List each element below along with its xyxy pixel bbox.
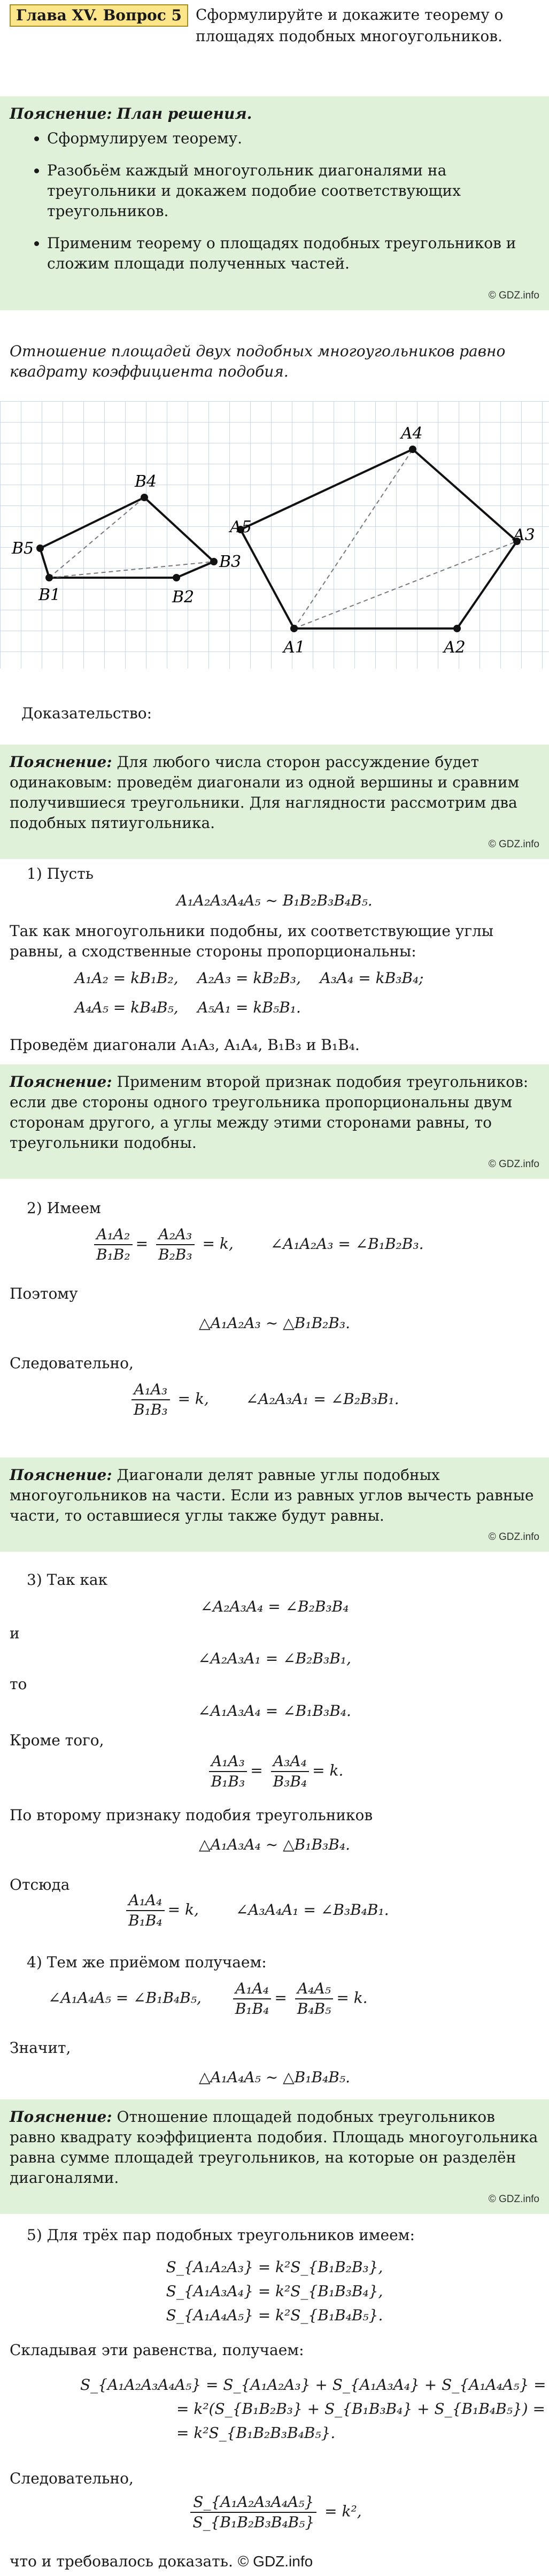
frac-num: A₃A₄: [271, 1752, 310, 1772]
step4-tri: △A₁A₄A₅ ~ △B₁B₄B₅.: [199, 2068, 350, 2086]
label-b4: B4: [135, 472, 157, 491]
frac-den: S_{B₁B₂B₃B₄B₅}: [192, 2513, 315, 2531]
large-pentagon: [241, 449, 517, 628]
label-b2: B2: [172, 588, 195, 607]
ratio-tail: = k,: [177, 1390, 209, 1408]
step3-a2: ∠A₂A₃A₁ = ∠B₂B₃B₁,: [198, 1650, 351, 1667]
step4-intro: 4) Тем же приёмом получаем:: [27, 1953, 267, 1971]
frac-den: B₁B₃: [211, 1773, 245, 1790]
label-a5: A5: [230, 518, 252, 536]
chapter-badge: Глава XV. Вопрос 5: [10, 4, 188, 27]
step2-tri: △A₁A₂A₃ ~ △B₁B₂B₃.: [199, 1314, 350, 1332]
step2-intro: 2) Имеем: [27, 1199, 101, 1217]
note-text: Применим второй признак подобия треугольников: если две стороны одного треугольника пропорциональны двум сторонам другого, а углы между этими сторонами равны, то треугольники подобны.: [10, 1073, 529, 1152]
frac-den: B₂B₃: [158, 1246, 192, 1263]
frac-num: A₄A₅: [295, 1979, 334, 1999]
step1-diagonals: Проведём диагонали A₁A₃, A₁A₄, B₁B₃ и B₁B₄.: [10, 1036, 360, 1054]
source-mark: © GDZ.info: [488, 1159, 539, 1170]
step5-s2: S_{A₁A₃A₄} = k²S_{B₁B₃B₄},: [166, 2282, 383, 2300]
diagonal-b1b3: [49, 562, 214, 578]
frac-den: B₁B₂: [96, 1246, 130, 1263]
step3-tri: △A₁A₃A₄ ~ △B₁B₃B₄.: [199, 1836, 350, 1853]
frac-num: S_{A₁A₂A₃A₄A₅}: [190, 2493, 316, 2513]
step1-text: Так как многоугольники подобны, их соответствующие углы равны, а сходственные стороны пропорциональны:: [10, 922, 494, 960]
note-text: Диагонали делят равные углы подобных многоугольников на части. Если из равных углов вычесть равные части, то оставшиеся углы также будут равны.: [10, 1466, 534, 1524]
frac-den: B₁B₄: [235, 2000, 269, 2018]
source-mark: © GDZ.info: [488, 290, 539, 301]
polygon-figure: [0, 401, 549, 669]
conclusion-line: [10, 2551, 313, 2572]
label-b3: B3: [219, 553, 242, 571]
note-text: Для любого числа сторон рассуждение будет одинаковым: проведём диагонали из одной вершины и сравним получившиеся треугольники. Для наглядности рассмотрим два подобных пятиугольника.: [10, 753, 520, 832]
label-b1: B1: [38, 586, 61, 604]
step5-final: [0, 2493, 549, 2532]
besides-text: Кроме того,: [10, 1731, 104, 1749]
angle-eq: ∠A₂A₃A₁ = ∠B₂B₃B₁.: [245, 1390, 399, 1408]
consequently-text: Следовательно,: [10, 1354, 134, 1372]
frac-num: A₁A₂: [94, 1225, 133, 1245]
step3-ratio2: $\frac{\text{A₁A₄}}{\text{B₁B₄}}$ = k, ∠A₃A₄A₁ = ∠B₃B₄B₁.: [123, 1891, 389, 1930]
step3-a1: ∠A₂A₃A₄ = ∠B₂B₃B₄: [200, 1598, 349, 1615]
frac-num: A₂A₃: [156, 1225, 195, 1245]
frac-den: B₁B₄: [128, 1912, 163, 1929]
step5-sum3: = k²S_{B₁B₂B₃B₄B₅}.: [176, 2424, 336, 2442]
step4-row: ∠A₁A₄A₅ = ∠B₁B₄B₅, $\frac{\text{A₁A₄}}{\text{B₁B₄}}$ = $\frac{\text{A₄A₅}}{\text{B₄B₅}}$ = k.: [48, 1980, 368, 2018]
list-item: • Разобьём каждый многоугольник диагоналями на треугольники и докажем подобие соответствующих треугольников.: [47, 160, 539, 221]
note-1: [0, 745, 549, 859]
step1-formula: [0, 891, 549, 911]
step1-eq-row2: A₄A₅ = kB₄B₅, A₅A₁ = kB₅B₁.: [75, 999, 301, 1016]
label-a4: A4: [401, 424, 423, 443]
step3-intro: 3) Так как: [27, 1571, 108, 1589]
frac-num: A₁A₄: [233, 1979, 272, 1999]
step5-intro: 5) Для трёх пар подобных треугольников имеем:: [27, 2226, 415, 2244]
note-label: Пояснение:: [10, 753, 112, 771]
adding-text: Складывая эти равенства, получаем:: [10, 2341, 304, 2359]
label-b5: B5: [12, 539, 34, 558]
vertex-dots: [36, 446, 521, 632]
question-header: [0, 2, 549, 47]
note-2: [0, 1064, 549, 1179]
step5-s1: S_{A₁A₂A₃} = k²S_{B₁B₂B₃},: [166, 2258, 383, 2276]
step5-sum1: S_{A₁A₂A₃A₄A₅} = S_{A₁A₂A₃} + S_{A₁A₃A₄} + S_{A₁A₄A₅} =: [80, 2376, 546, 2394]
source-mark: © GDZ.info: [488, 1531, 539, 1543]
note-3: [0, 1458, 549, 1552]
label-a1: A1: [283, 638, 305, 657]
step2-ratio2: [128, 1380, 399, 1420]
step1-formula-text: A₁A₂A₃A₄A₅ ~ B₁B₂B₃B₄B₅.: [176, 892, 373, 909]
conclusion-text: что и требовалось доказать.: [10, 2552, 233, 2570]
question-text: Сформулируйте и докажите теорему о площадях подобных многоугольников.: [195, 6, 504, 45]
and-text: и: [10, 1624, 20, 1642]
note-label: Пояснение:: [10, 105, 112, 122]
note-text: Отношение площадей подобных треугольников равно квадрату коэффициента подобия. Площадь многоугольника равна сумме площадей треугольников, на которые он разделён диагоналями.: [10, 2108, 538, 2187]
angle-eq: ∠A₃A₄A₁ = ∠B₃B₄B₁.: [235, 1900, 389, 1919]
ratio-tail: = k,: [202, 1235, 234, 1253]
frac-den: B₃B₄: [273, 1773, 307, 1790]
step5-sum2: = k²(S_{B₁B₂B₃} + S_{B₁B₃B₄} + S_{B₁B₄B₅}) =: [176, 2400, 545, 2418]
source-mark: © GDZ.info: [237, 2553, 313, 2570]
plan-note: [0, 96, 549, 310]
step1-eq-row1: A₁A₂ = kB₁B₂, A₂A₃ = kB₂B₃, A₃A₄ = kB₃B₄;: [75, 969, 424, 987]
proof-title: Доказательство:: [21, 704, 152, 722]
source-mark: © GDZ.info: [488, 2194, 539, 2205]
frac-num: A₁A₃: [132, 1380, 170, 1400]
frac-den: B₄B₅: [297, 2000, 331, 2018]
small-pentagon: [40, 497, 214, 578]
note-label: Пояснение:: [10, 2108, 112, 2126]
figure-svg: [0, 401, 549, 669]
label-a3: A3: [513, 526, 535, 545]
means-text: Значит,: [10, 2039, 71, 2057]
final-tail: = k²,: [324, 2502, 362, 2520]
note-4: [0, 2099, 549, 2214]
label-a2: A2: [444, 638, 466, 657]
list-item: • Сформулируем теорему.: [47, 128, 539, 149]
hence-text: Отсюда: [10, 1876, 70, 1893]
frac-num: A₁A₃: [209, 1752, 248, 1772]
step5-s3: S_{A₁A₄A₅} = k²S_{B₁B₄B₅}.: [166, 2306, 383, 2324]
step2-ratio: $\frac{\text{A₁A₂}}{\text{B₁B₂}}$ = $\frac{\text{A₂A₃}}{\text{B₂B₃}}$ = k, ∠A₁A₂A₃ = ∠B₁B₂B₃.: [91, 1225, 423, 1264]
frac-num: A₁A₄: [126, 1891, 165, 1911]
step1-intro: 1) Пусть: [27, 865, 94, 883]
angle-eq: ∠A₁A₂A₃ = ∠B₁B₂B₃.: [270, 1235, 424, 1253]
note-label: Пояснение:: [10, 1073, 112, 1091]
consequently-text: Следовательно,: [10, 2470, 134, 2487]
list-item: • Применим теорему о площадях подобных треугольников и сложим площади полученных частей.: [47, 233, 539, 274]
plan-list: [10, 128, 539, 274]
source-mark: © GDZ.info: [488, 839, 539, 850]
then-text: то: [10, 1675, 27, 1693]
by-sign-text: По второму признаку подобия треугольников: [10, 1806, 373, 1824]
theorem-text: Отношение площадей двух подобных многоугольников равно квадрату коэффициента подобия.: [10, 342, 506, 380]
diagonal-a1a3: [294, 541, 517, 628]
angle-eq: ∠A₁A₄A₅ = ∠B₁B₄B₅,: [48, 1989, 202, 2007]
frac-den: B₁B₃: [134, 1401, 168, 1419]
note-title: План решения.: [117, 105, 252, 122]
note-label: Пояснение:: [10, 1466, 112, 1484]
therefore-text: Поэтому: [10, 1285, 78, 1302]
step3-ratio: $\frac{\text{A₁A₃}}{\text{B₁B₃}}$ = $\frac{\text{A₃A₄}}{\text{B₃B₄}}$ = k.: [0, 1752, 549, 1791]
step3-a3: ∠A₁A₃A₄ = ∠B₁B₃B₄.: [198, 1702, 351, 1720]
